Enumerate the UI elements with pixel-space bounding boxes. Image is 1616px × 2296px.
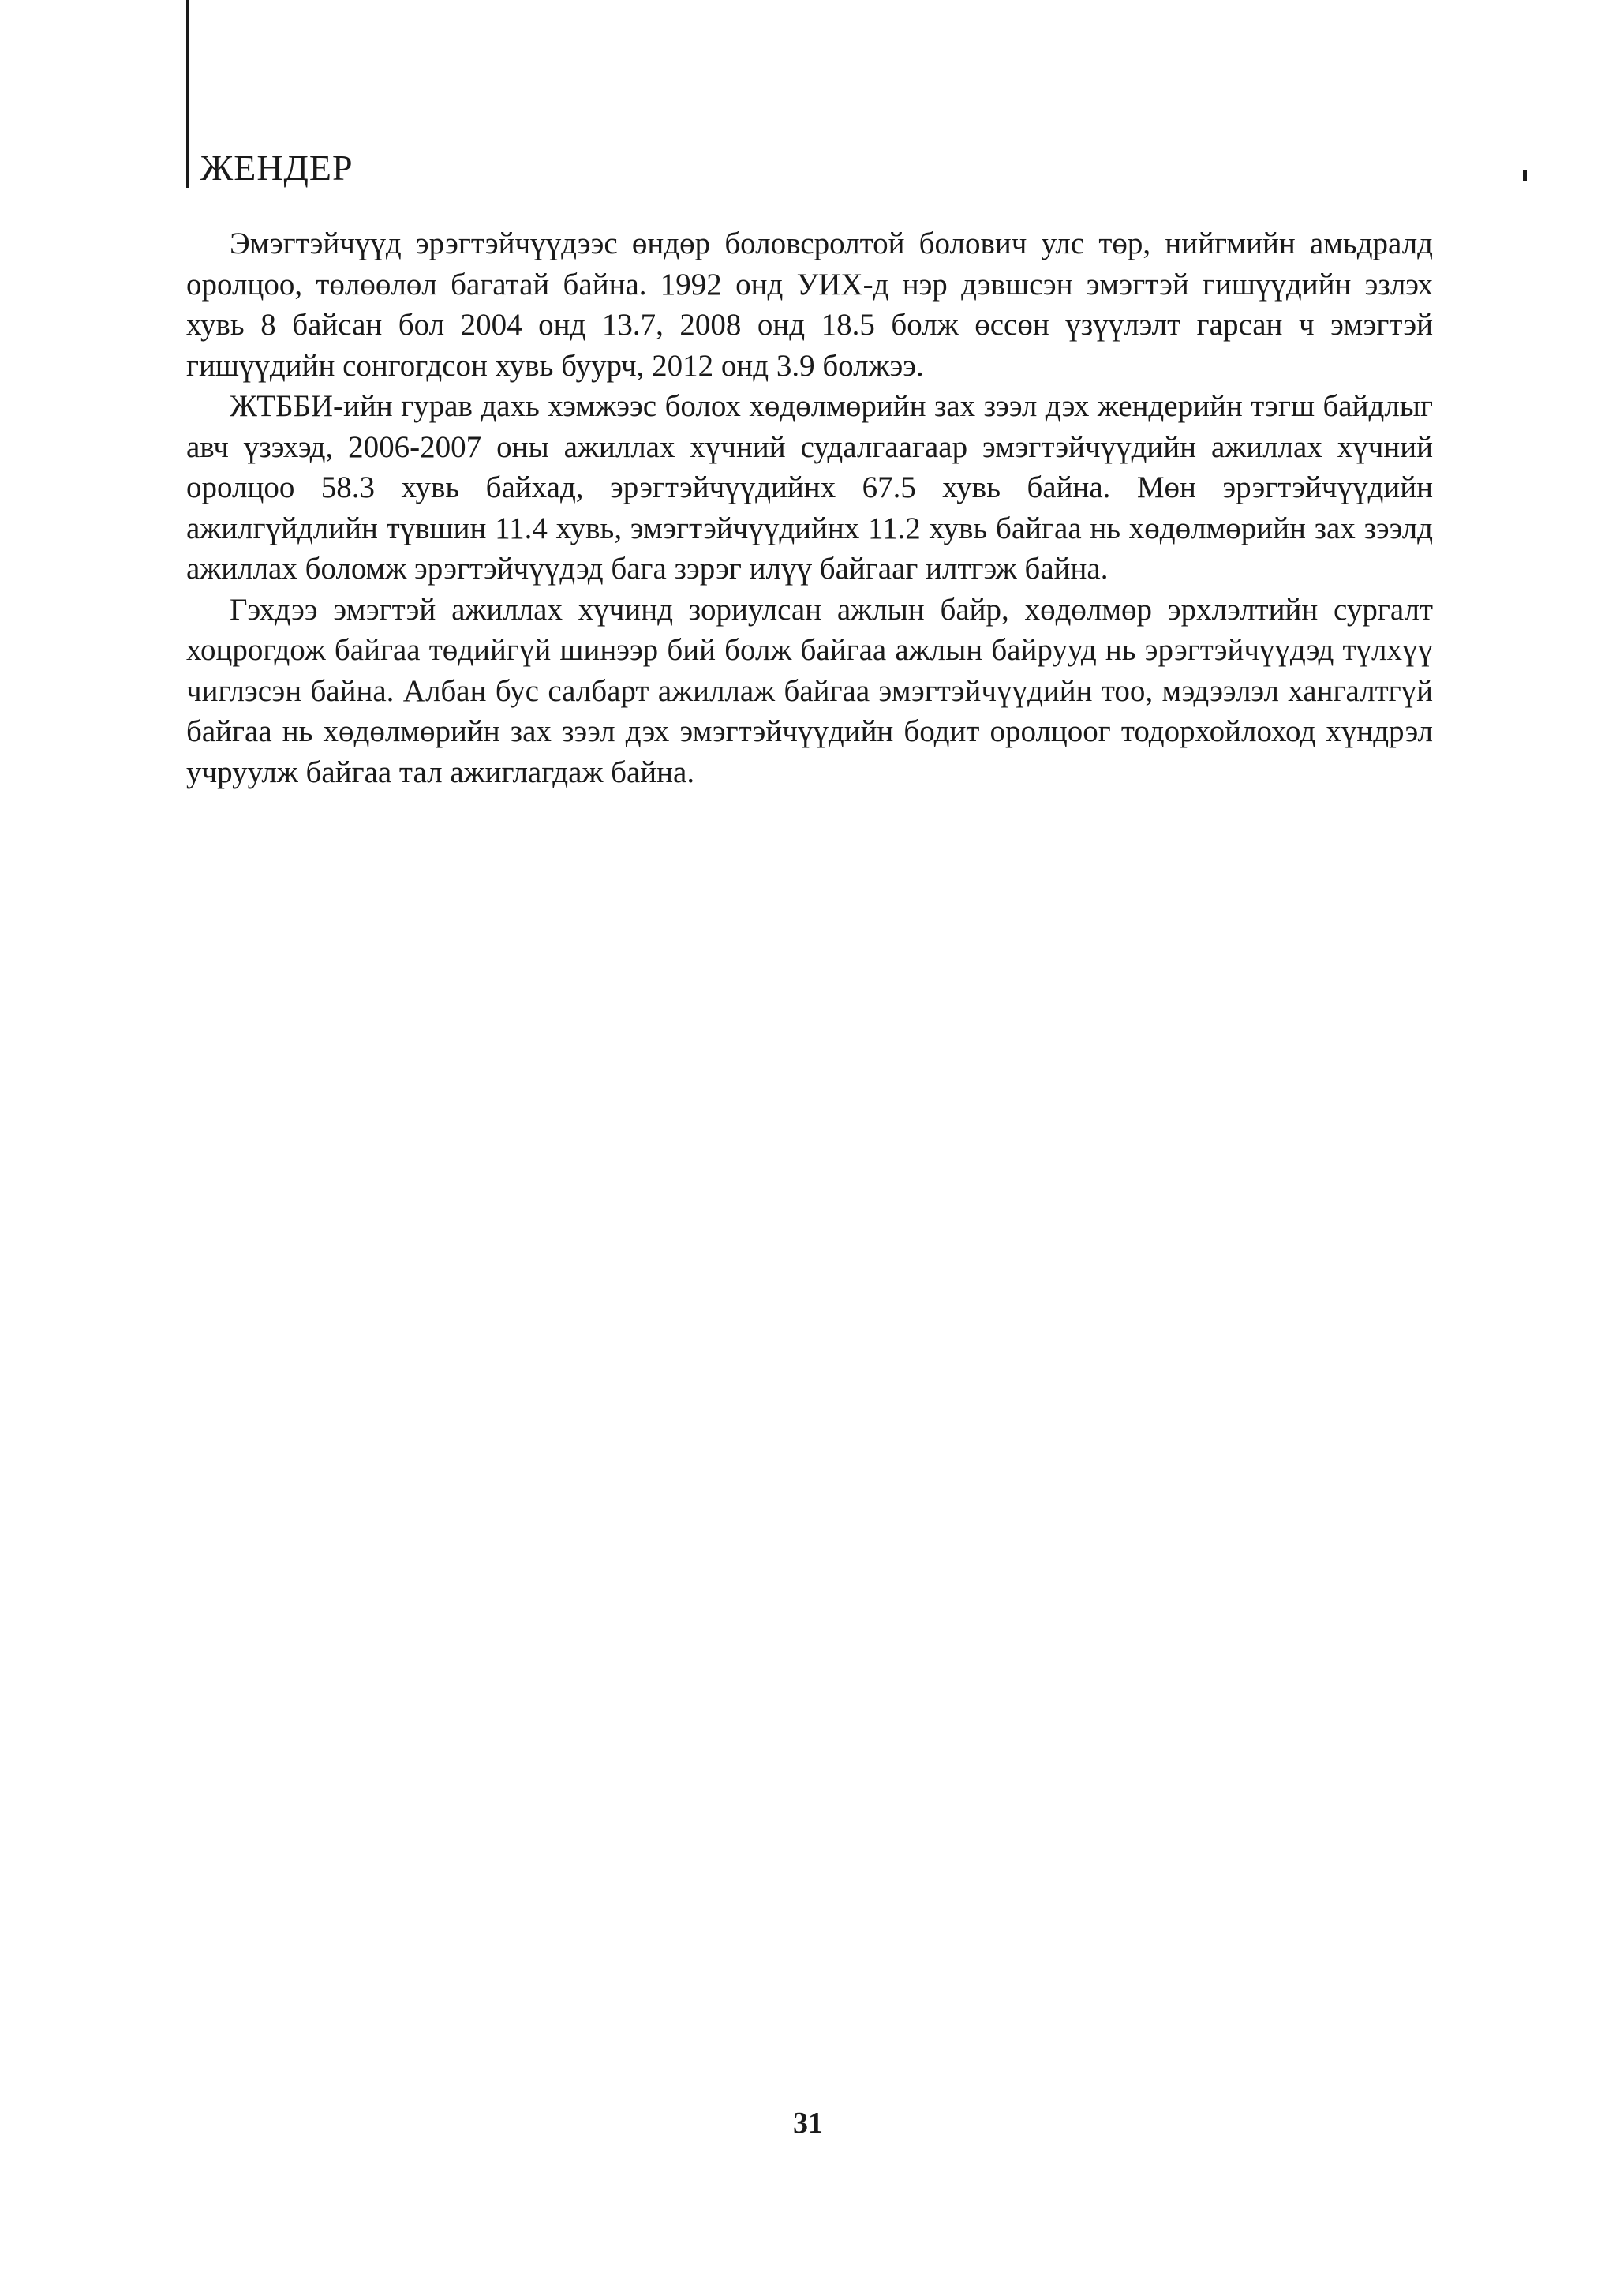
body-text (186, 223, 1433, 792)
paragraph-1: Эмэгтэйчүүд эрэгтэйчүүдээс өндөр боловсролтой болович улс төр, нийгмийн амьдралд оролцоо, төлөөлөл багатай байна. 1992 онд УИХ-д нэр дэвшсэн эмэгтэй гишүүдийн эзлэх хувь 8 байсан бол 2004 онд 13.7, 2008 онд 18.5 болж өссөн үзүүлэлт гарсан ч эмэгтэй гишүүдийн сонгогдсон хувь буурч, 2012 онд 3.9 болжээ. (186, 227, 1433, 383)
paragraph-2: ЖТББИ-ийн гурав дахь хэмжээс болох хөдөлмөрийн зах зээл дэх жендерийн тэгш байдлыг авч үзэхэд, 2006-2007 оны ажиллах хүчний судалгаагаар эмэгтэйчүүдийн ажиллах хүчний оролцоо 58.3 хувь байхад, эрэгтэйчүүдийнх 67.5 хувь байна. Мөн эрэгтэйчүүдийн ажилгүйдлийн түвшин 11.4 хувь, эмэгтэйчүүдийнх 11.2 хувь байгаа нь хөдөлмөрийн зах зээлд ажиллах боломж эрэгтэйчүүдэд бага зэрэг илүү байгааг илтгэж байна. (186, 389, 1433, 586)
corner-crop-mark (1523, 170, 1527, 181)
section-vertical-rule (186, 0, 189, 188)
section-title: ЖЕНДЕР (200, 148, 354, 188)
paragraph-3: Гэхдээ эмэгтэй ажиллах хүчинд зориулсан ажлын байр, хөдөлмөр эрхлэлтийн сургалт хоцрогдож байгаа төдийгүй шинээр бий болж байгаа ажлын байрууд нь эрэгтэйчүүдэд түлхүү чиглэсэн байна. Албан бус салбарт ажиллаж байгаа эмэгтэйчүүдийн тоо, мэдээлэл хангалтгүй байгаа нь хөдөлмөрийн зах зээл дэх эмэгтэйчүүдийн бодит оролцоог тодорхойлоход хүндрэл учруулж байгаа тал ажиглагдаж байна. (186, 592, 1433, 789)
page-number: 31 (793, 2107, 823, 2140)
